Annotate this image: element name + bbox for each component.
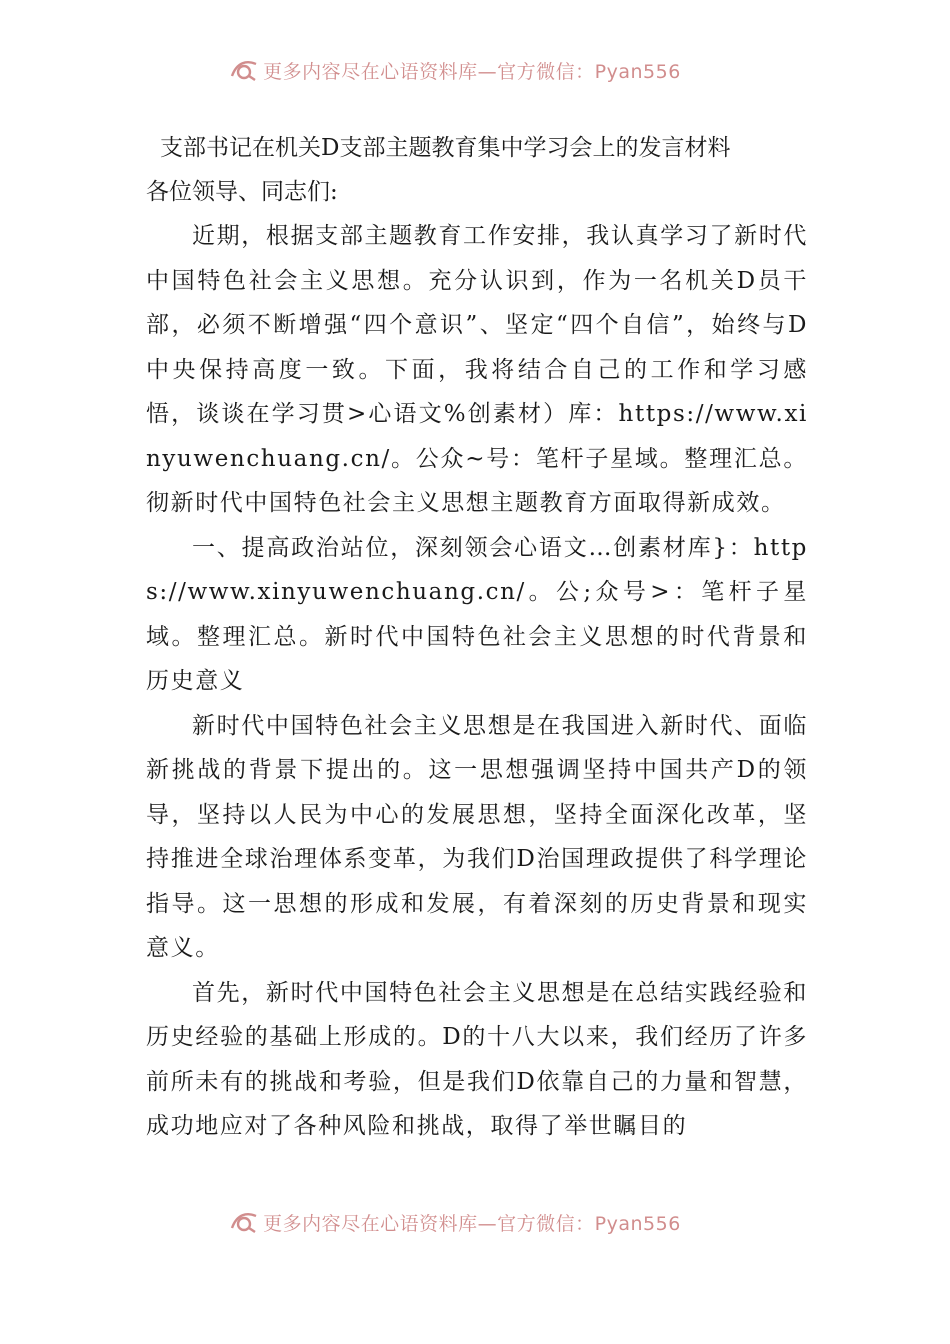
watermark-text: 更多内容尽在心语资料库—官方微信：Pyan556 xyxy=(263,1212,681,1235)
greeting: 各位领导、同志们: xyxy=(146,179,338,205)
document-body xyxy=(146,126,808,1149)
section-heading-1: 一、提高政治站位，深刻领会心语文…创素材库}：https://www.xinyuwenchuang.cn/。公;众号>：笔杆子星域。整理汇总。新时代中国特色社会主义思想的时代背景和历史意义 xyxy=(146,534,808,694)
document-title: 支部书记在机关D支部主题教育集中学习会上的发言材料 xyxy=(160,135,731,161)
paragraph-first: 首先，新时代中国特色社会主义思想是在总结实践经验和历史经验的基础上形成的。D的十八大以来，我们经历了许多前所未有的挑战和考验，但是我们D依靠自己的力量和智慧，成功地应对了各种风险和挑战，取得了举世瞩目的 xyxy=(146,979,808,1139)
brand-logo-icon xyxy=(229,58,259,82)
paragraph-intro: 近期，根据支部主题教育工作安排，我认真学习了新时代中国特色社会主义思想。充分认识到，作为一名机关D员干部，必须不断增强“四个意识”、坚定“四个自信”，始终与D中央保持高度一致。下面，我将结合自己的工作和学习感悟，谈谈在学习贯>心语文%创素材）库：https://www.xinyuwenchuang.cn/。公众~号：笔杆子星域。整理汇总。彻新时代中国特色社会主义思想主题教育方面取得新成效。 xyxy=(146,223,808,516)
watermark-text: 更多内容尽在心语资料库—官方微信：Pyan556 xyxy=(263,60,681,83)
paragraph-background: 新时代中国特色社会主义思想是在我国进入新时代、面临新挑战的背景下提出的。这一思想强调坚持中国共产D的领导，坚持以人民为中心的发展思想，坚持全面深化改革，坚持推进全球治理体系变革，为我们D治国理政提供了科学理论指导。这一思想的形成和发展，有着深刻的历史背景和现实意义。 xyxy=(146,712,808,961)
watermark-footer xyxy=(0,1202,950,1242)
watermark-header xyxy=(0,50,950,90)
brand-logo-icon xyxy=(229,1210,259,1234)
